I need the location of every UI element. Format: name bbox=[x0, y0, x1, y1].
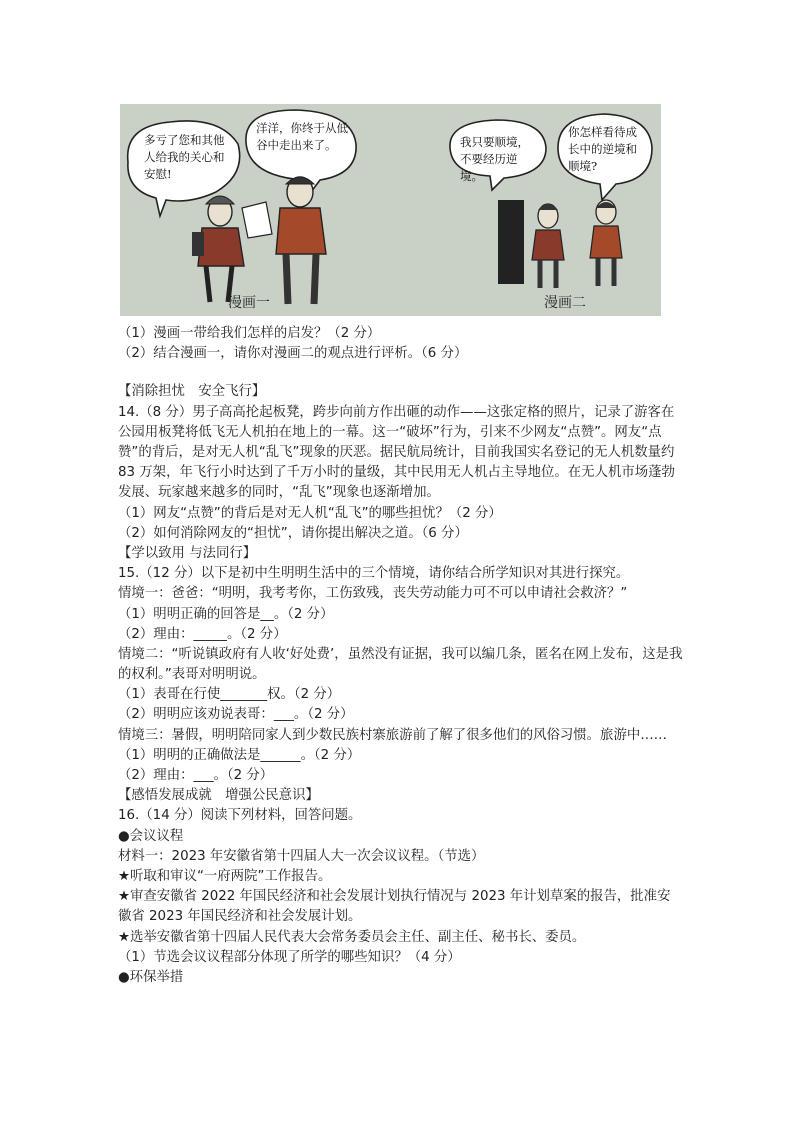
question-line: （1）网友“点赞”的背后是对无人机“乱飞”的哪些担忧？（2 分） bbox=[118, 505, 502, 521]
section-heading: 【感悟发展成就 增强公民意识】 bbox=[118, 788, 319, 804]
list-item: ★审查安徽省 2022 年国民经济和社会发展计划执行情况与 2023 年计划草案的报告，批准安徽省 2023 年国民经济和社会发展计划。 bbox=[118, 889, 671, 925]
cartoon-caption: 漫画二 bbox=[544, 295, 586, 311]
question-line: （2）结合漫画一，请你对漫画二的观点进行评析。（6 分） bbox=[118, 346, 468, 362]
cartoon-caption: 漫画一 bbox=[228, 295, 270, 311]
paragraph: 16.（14 分）阅读下列材料，回答问题。 bbox=[118, 808, 362, 824]
question-line: （1）漫画一带给我们怎样的启发？（2 分） bbox=[118, 326, 381, 341]
question-line: （1）表哥在行使_______权。（2 分） bbox=[118, 687, 341, 703]
cartoon-image bbox=[120, 104, 661, 316]
question-line: （2）明明应该劝说表哥：___。（2 分） bbox=[118, 707, 354, 723]
question-line: （2）理由：_____。（2 分） bbox=[118, 626, 287, 642]
bullet-heading: ●会议议程 bbox=[118, 828, 184, 844]
paragraph: 14.（8 分）男子高高抡起板凳，跨步向前方作出砸的动作——这张定格的照片，记录了游客在公园用板凳将低飞无人机拍在地上的一幕。这一“破坏”行为，引来不少网友“点赞”。网友“点赞”的背后，是对无人机“乱飞”现象的厌恶。据民航局统计，目前我国实名登记的无人机数量约 83 万架，年飞行小时达到了千万小时的量级，其中民用无人机占主导地位。在无人机市场蓬勃发展、玩家越来越多的同时，“乱飞”现象也逐渐增加。 bbox=[118, 404, 675, 501]
bullet-heading: ●环保举措 bbox=[118, 969, 184, 985]
paragraph: 情境一：爸爸：“明明，我考考你，工伤致残，丧失劳动能力可不可以申请社会救济？” bbox=[118, 586, 628, 602]
question-line: （2）如何消除网友的“担忧”，请你提出解决之道。（6 分） bbox=[118, 525, 468, 541]
paper-icon bbox=[242, 202, 272, 238]
bubble-text: 多亏了您和其他人给我的关心和安慰! bbox=[144, 133, 225, 181]
question-line: （1）明明正确的回答是__。（2 分） bbox=[118, 606, 334, 622]
list-item: ★听取和审议“一府两院”工作报告。 bbox=[118, 869, 332, 885]
section-heading: 【学以致用 与法同行】 bbox=[118, 545, 257, 561]
paragraph: 情境三：暑假，明明陪同家人到少数民族村寨旅游前了解了很多他们的风俗习惯。旅游中……（1）明明的正确做法是______。（2 分） bbox=[118, 727, 668, 763]
person-figure bbox=[532, 204, 564, 288]
question-line: （2）理由：___。（2 分） bbox=[118, 768, 274, 784]
document-body bbox=[118, 324, 683, 988]
list-item: ★选举安徽省第十四届人民代表大会常务委员会主任、副主任、秘书长、委员。 bbox=[118, 929, 586, 945]
person-figure bbox=[276, 177, 326, 304]
paragraph: 15.（12 分）以下是初中生明明生活中的三个情境，请你结合所学知识对其进行探究。 bbox=[118, 566, 630, 582]
bubble-text: 我只要顺境，不要经历逆境。 bbox=[460, 135, 529, 183]
person-figure bbox=[590, 200, 622, 286]
bubble-text: 洋洋，你终于从低谷中走出来了。 bbox=[256, 121, 348, 152]
paragraph: 材料一：2023 年安徽省第十四届人大一次会议议程。（节选） bbox=[118, 848, 485, 864]
section-heading: 【消除担忧 安全飞行】 bbox=[118, 384, 266, 400]
bubble-text: 你怎样看待成长中的逆境和顺境? bbox=[568, 125, 637, 173]
question-line: （1）节选会议议程部分体现了所学的哪些知识？（4 分） bbox=[118, 949, 461, 965]
person-figure bbox=[192, 196, 244, 302]
paragraph: 情境二：“听说镇政府有人收‘好处费’，虽然没有证据，我可以编几条，匿名在网上发布，这是我的权利。”表哥对明明说。 bbox=[118, 646, 683, 683]
barrier-wall bbox=[498, 200, 524, 284]
